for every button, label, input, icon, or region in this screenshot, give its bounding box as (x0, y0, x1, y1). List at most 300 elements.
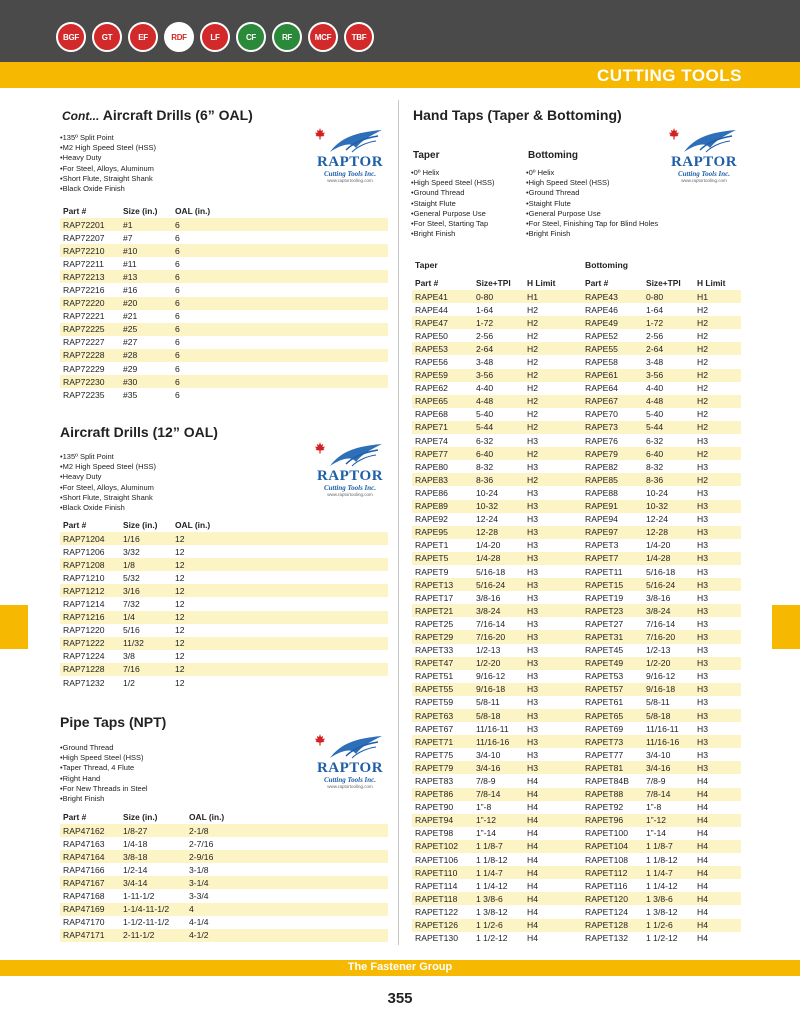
table-cell: RAPET106 (415, 854, 458, 865)
table-cell: 1/4 (123, 612, 135, 623)
table-row (412, 539, 741, 552)
table-cell: H3 (697, 749, 708, 760)
table-cell: RAP47166 (63, 864, 105, 875)
table-cell: RAPE71 (415, 422, 448, 433)
feature-item: • For Steel, Alloys, Aluminum (60, 164, 156, 174)
table-cell: H3 (697, 501, 708, 512)
table-cell: H4 (697, 880, 708, 891)
raptor-bird-icon (326, 442, 386, 468)
table-cell: 3-48 (646, 357, 664, 368)
raptor-logo (314, 128, 386, 190)
table-cell: 9/16-12 (646, 671, 676, 682)
table-cell: H2 (527, 396, 538, 407)
table-cell: 5-44 (476, 422, 494, 433)
table-cell: RAP72230 (63, 376, 105, 387)
table-cell: 1 1/2-6 (646, 920, 673, 931)
table-cell: RAPET108 (585, 854, 628, 865)
table-cell: 3/16 (123, 585, 140, 596)
table-cell: RAPE92 (415, 514, 448, 525)
table-cell: RAPET110 (415, 867, 458, 878)
table-cell: RAPE52 (585, 330, 618, 341)
table-cell: RAPET71 (415, 736, 454, 747)
table-cell: H4 (697, 841, 708, 852)
table-cell: H3 (697, 684, 708, 695)
table-cell: RAP47167 (63, 877, 105, 888)
column-header: OAL (in.) (175, 206, 211, 216)
table-cell: H1 (697, 291, 708, 302)
table-cell: 1/2-20 (646, 658, 671, 669)
table-row (60, 597, 388, 610)
table-cell: RAPET59 (415, 697, 454, 708)
table-row (412, 866, 741, 879)
table-cell: H4 (527, 802, 538, 813)
table-row (412, 421, 741, 434)
table-cell: 1 1/2-6 (476, 920, 503, 931)
table-row (412, 604, 741, 617)
table-cell: #25 (123, 324, 138, 335)
table-cell: 6 (175, 337, 180, 348)
continued-label: Cont... (62, 109, 100, 123)
table-cell: 8-32 (476, 461, 494, 472)
table-cell: H4 (697, 802, 708, 813)
brand-logo-rdf: RDF (164, 22, 194, 52)
table-cell: H3 (527, 645, 538, 656)
table-cell: H3 (697, 487, 708, 498)
raptor-logo (668, 128, 740, 190)
feature-item: • 135º Split Point (60, 133, 156, 143)
table-cell: RAP71228 (63, 664, 105, 675)
table-cell: 5-40 (646, 409, 664, 420)
table-cell: 3/4-10 (476, 749, 501, 760)
table-cell: 1 3/8-6 (646, 893, 673, 904)
table-cell: 1-64 (476, 304, 494, 315)
table-cell: H3 (697, 592, 708, 603)
table-row (412, 617, 741, 630)
table-cell: H3 (527, 501, 538, 512)
table-cell: RAP72220 (63, 298, 105, 309)
table-row (60, 323, 388, 336)
table-cell: 1-11-1/2 (123, 891, 155, 902)
table-cell: 1-1/4-11-1/2 (123, 904, 170, 915)
table-cell: #30 (123, 376, 138, 387)
table-cell: H3 (527, 710, 538, 721)
table-row (60, 584, 388, 597)
table-pipetaps (60, 810, 388, 942)
table-cell: 1”-12 (646, 815, 667, 826)
table-cell: 1-64 (646, 304, 664, 315)
banner-title: CUTTING TOOLS (596, 66, 742, 85)
table-cell: 3-56 (646, 370, 664, 381)
table-cell: RAPE47 (415, 317, 448, 328)
table-cell: RAPET33 (415, 645, 454, 656)
table-cell: RAP71212 (63, 585, 105, 596)
table-cell: 6 (175, 389, 180, 400)
table-row (412, 526, 741, 539)
table-cell: H3 (697, 540, 708, 551)
table-cell: H2 (527, 357, 538, 368)
table-cell: H3 (697, 736, 708, 747)
raptor-brand-url: www.raptortooling.com (327, 492, 373, 497)
table-cell: H3 (527, 723, 538, 734)
table-cell: H4 (527, 933, 538, 944)
table-cell: RAPE77 (415, 448, 448, 459)
table-cell: 10-32 (476, 501, 498, 512)
table-cell: RAPE41 (415, 291, 448, 302)
table-cell: RAPET126 (415, 920, 458, 931)
table-cell: H4 (527, 776, 538, 787)
feature-item: • High Speed Steel (HSS) (60, 753, 148, 763)
table-row (412, 447, 741, 460)
column-header: Part # (63, 206, 87, 216)
table-handtaps (412, 276, 741, 945)
feature-item: • For New Threads in Steel (60, 784, 148, 794)
table-row (412, 591, 741, 604)
table-row (60, 244, 388, 257)
table-cell: RAPE44 (415, 304, 448, 315)
table-cell: H2 (697, 396, 708, 407)
table-cell: 4-48 (476, 396, 494, 407)
table-cell: 5-44 (646, 422, 664, 433)
table-row (60, 624, 388, 637)
table-cell: 1-1/2-11-1/2 (123, 917, 170, 928)
table-row (412, 801, 741, 814)
table-row (60, 257, 388, 270)
table-cell: 7/32 (123, 599, 140, 610)
left-side-tab (0, 605, 28, 649)
table-cell: H4 (527, 906, 538, 917)
raptor-bird-icon (326, 734, 386, 760)
table-cell: H2 (697, 317, 708, 328)
feature-item: • 0º Helix (526, 168, 658, 178)
table-cell: RAP72225 (63, 324, 105, 335)
table-cell: 12 (175, 559, 185, 570)
table-cell: H4 (697, 867, 708, 878)
table-cell: H2 (527, 317, 538, 328)
table-row (412, 827, 741, 840)
taper-heading: Taper (413, 150, 440, 161)
table-cell: RAPE97 (585, 527, 618, 538)
brand-logo-gt: GT (92, 22, 122, 52)
table-row (60, 876, 388, 889)
table-cell: RAPET3 (585, 540, 619, 551)
raptor-brand-name: RAPTOR (316, 468, 384, 484)
table-cell: RAPE62 (415, 383, 448, 394)
feature-item: • Bright Finish (526, 229, 658, 239)
table-cell: H3 (527, 435, 538, 446)
table-cell: 2-64 (646, 343, 664, 354)
table-cell: RAP71222 (63, 638, 105, 649)
table-cell: RAPET29 (415, 631, 454, 642)
table-cell: 1/16 (123, 533, 140, 544)
table-row (412, 761, 741, 774)
table-cell: RAP71232 (63, 677, 105, 688)
table-cell: H3 (527, 697, 538, 708)
column-header: H Limit (527, 278, 556, 288)
table-cell: H3 (527, 684, 538, 695)
column-header: Size+TPI (476, 278, 511, 288)
table-cell: 7/16 (123, 664, 140, 675)
table-cell: 3/8-24 (476, 605, 501, 616)
table-row (412, 382, 741, 395)
table-cell: 12 (175, 546, 185, 557)
table-cell: H3 (697, 605, 708, 616)
table-cell: 4 (189, 904, 194, 915)
table-row (412, 709, 741, 722)
table-row (60, 388, 388, 401)
table-cell: H4 (527, 893, 538, 904)
table-cell: RAP72210 (63, 245, 105, 256)
table-row (60, 571, 388, 584)
table-cell: 12-24 (646, 514, 668, 525)
table-row (412, 290, 741, 303)
table-cell: H3 (527, 592, 538, 603)
brand-logo-tbf: TBF (344, 22, 374, 52)
table-cell: RAP72211 (63, 258, 104, 269)
table-cell: H4 (697, 906, 708, 917)
table-cell: 12-28 (476, 527, 498, 538)
column-header: OAL (in.) (175, 520, 211, 530)
table-cell: 6 (175, 245, 180, 256)
table-cell: RAPET81 (585, 762, 624, 773)
table-cell: H3 (527, 605, 538, 616)
column-header: Part # (63, 520, 87, 530)
table-cell: H2 (697, 383, 708, 394)
table-cell: RAPE85 (585, 474, 618, 485)
table-cell: H3 (527, 749, 538, 760)
table-cell: 5/8-18 (646, 710, 671, 721)
table-cell: 1 1/4-12 (476, 880, 508, 891)
table-cell: RAP72221 (63, 311, 105, 322)
table-cell: RAPET77 (585, 749, 624, 760)
table-cell: 9/16-12 (476, 671, 506, 682)
table-cell: 3-3/4 (189, 891, 209, 902)
column-header: Size+TPI (646, 278, 681, 288)
table-cell: 5-40 (476, 409, 494, 420)
table-row (412, 369, 741, 382)
table-cell: #1 (123, 219, 133, 230)
table-cell: RAPET27 (585, 618, 624, 629)
table-cell: RAP72213 (63, 271, 105, 282)
table-cell: 10-24 (646, 487, 668, 498)
table-cell: RAPE55 (585, 343, 618, 354)
table-row (60, 916, 388, 929)
table-cell: H2 (527, 370, 538, 381)
raptor-bird-icon (326, 128, 386, 154)
table-cell: RAP71224 (63, 651, 105, 662)
table-cell: H2 (527, 383, 538, 394)
raptor-brand-sub: Cutting Tools Inc. (677, 170, 731, 178)
table-cell: 1/2-13 (476, 645, 501, 656)
table-cell: 6-32 (476, 435, 494, 446)
table-cell: RAPET100 (585, 828, 628, 839)
table-cell: RAPE46 (585, 304, 618, 315)
table-cell: H4 (527, 828, 538, 839)
table-cell: RAPE50 (415, 330, 448, 341)
table-cell: RAPET104 (585, 841, 628, 852)
table-cell: RAPET21 (415, 605, 454, 616)
table-cell: RAPET122 (415, 906, 458, 917)
table-cell: 7/16-14 (646, 618, 676, 629)
table-cell: 12 (175, 664, 185, 675)
table-cell: RAPET31 (585, 631, 624, 642)
table-cell: H3 (697, 553, 708, 564)
table-cell: RAPET47 (415, 658, 454, 669)
table-cell: RAPET114 (415, 880, 458, 891)
table-cell: 3/8-18 (123, 851, 148, 862)
table-cell: RAPET7 (585, 553, 619, 564)
footer-company: The Fastener Group (347, 961, 453, 973)
table-cell: RAP71216 (63, 612, 105, 623)
table-cell: H2 (697, 304, 708, 315)
table-cell: RAPET53 (585, 671, 624, 682)
table-row (412, 748, 741, 761)
table-cell: 2-64 (476, 343, 494, 354)
table-cell: H4 (697, 933, 708, 944)
brand-logo-bgf: BGF (56, 22, 86, 52)
table-cell: H2 (697, 330, 708, 341)
table-cell: H4 (527, 854, 538, 865)
table-cell: H3 (527, 553, 538, 564)
maple-leaf-icon (314, 734, 326, 746)
table-row (412, 473, 741, 486)
table-cell: 5/8-11 (476, 697, 500, 708)
table-row (60, 663, 388, 676)
table-row (412, 395, 741, 408)
table-cell: 2-1/8 (189, 825, 209, 836)
column-header: Size (in.) (123, 206, 158, 216)
feature-item: • Heavy Duty (60, 153, 156, 163)
table-cell: 9/16-18 (476, 684, 506, 695)
feature-item: • Short Flute, Straight Shank (60, 174, 156, 184)
table-cell: 1 3/8-12 (476, 906, 508, 917)
table-cell: 3/4-16 (646, 762, 671, 773)
table-row (412, 840, 741, 853)
table-cell: RAPET45 (585, 645, 624, 656)
section-title-drills6 (62, 107, 253, 123)
table-row (412, 316, 741, 329)
table-cell: RAPET118 (415, 893, 458, 904)
table-cell: 5/16-24 (476, 579, 506, 590)
brand-logo-rf: RF (272, 22, 302, 52)
column-header: H Limit (697, 278, 726, 288)
table-cell: RAPET69 (585, 723, 624, 734)
feature-item: • Black Oxide Finish (60, 184, 156, 194)
table-cell: H3 (527, 566, 538, 577)
table-cell: 6 (175, 350, 180, 361)
table-cell: H4 (697, 789, 708, 800)
table-cell: 6 (175, 219, 180, 230)
table-cell: H2 (697, 422, 708, 433)
table-cell: RAPE70 (585, 409, 618, 420)
table-cell: 12-24 (476, 514, 498, 525)
table-cell: 5/32 (123, 572, 140, 583)
feature-item: • General Purpose Use (526, 209, 658, 219)
table-cell: 6-40 (646, 448, 664, 459)
table-cell: 6 (175, 298, 180, 309)
table-cell: H2 (527, 343, 538, 354)
table-row (60, 637, 388, 650)
table-cell: H3 (527, 671, 538, 682)
table-row (412, 879, 741, 892)
table-cell: RAP72235 (63, 389, 105, 400)
table-cell: 4-1/4 (189, 917, 209, 928)
table-cell: 1/4-20 (476, 540, 501, 551)
table-cell: RAPET90 (415, 802, 454, 813)
table-cell: RAP47162 (63, 825, 105, 836)
table-cell: H4 (527, 880, 538, 891)
table-row (412, 853, 741, 866)
column-header: Size (in.) (123, 812, 158, 822)
table-cell: 0-80 (646, 291, 664, 302)
table-cell: 3/8-16 (476, 592, 501, 603)
table-cell: 8-36 (646, 474, 664, 485)
table-cell: RAPE91 (585, 501, 618, 512)
table-cell: 6 (175, 363, 180, 374)
table-cell: #16 (123, 285, 138, 296)
table-cell: RAPET130 (415, 933, 458, 944)
table-cell: 8-32 (646, 461, 664, 472)
table-cell: RAPET79 (415, 762, 454, 773)
table-cell: 12 (175, 585, 185, 596)
table-cell: 3/8-16 (646, 592, 671, 603)
table-cell: RAP47164 (63, 851, 105, 862)
raptor-brand-sub: Cutting Tools Inc. (323, 170, 377, 178)
table-cell: H4 (697, 828, 708, 839)
table-cell: RAPET112 (585, 867, 628, 878)
table-row (412, 722, 741, 735)
table-cell: 6 (175, 232, 180, 243)
table-row (412, 460, 741, 473)
table-cell: 1”-8 (646, 802, 662, 813)
table-row (412, 342, 741, 355)
table-cell: 1/2-13 (646, 645, 671, 656)
table-cell: RAPET86 (415, 789, 454, 800)
table-cell: RAPET9 (415, 566, 449, 577)
table-cell: 7/8-9 (646, 776, 666, 787)
table-cell: H2 (527, 422, 538, 433)
section-title-text: Aircraft Drills (6” OAL) (102, 107, 253, 123)
table-cell: RAPET120 (585, 893, 628, 904)
table-row (60, 824, 388, 837)
table-row (412, 486, 741, 499)
table-cell: 7/8-9 (476, 776, 496, 787)
table-drills12 (60, 518, 388, 689)
column-divider (398, 100, 399, 945)
table-cell: H4 (697, 920, 708, 931)
table-cell: RAP71206 (63, 546, 105, 557)
brand-logos (56, 22, 374, 52)
table-cell: RAPET57 (585, 684, 624, 695)
table-cell: 6 (175, 285, 180, 296)
table-cell: RAP71204 (63, 533, 105, 544)
feature-item: • Heavy Duty (60, 472, 156, 482)
table-cell: H3 (697, 618, 708, 629)
table-cell: RAPET13 (415, 579, 454, 590)
table-cell: RAPE65 (415, 396, 448, 407)
table-header (412, 276, 741, 290)
table-cell: 6-32 (646, 435, 664, 446)
table-cell: 5/8-18 (476, 710, 501, 721)
table-cell: 2-56 (476, 330, 494, 341)
feature-item: • Ground Thread (411, 188, 495, 198)
brand-logo-mcf: MCF (308, 22, 338, 52)
table-row (60, 863, 388, 876)
table-cell: RAP72216 (63, 285, 105, 296)
table-row (412, 552, 741, 565)
table-row (60, 929, 388, 942)
table-cell: 3/8 (123, 651, 135, 662)
table-row (412, 644, 741, 657)
